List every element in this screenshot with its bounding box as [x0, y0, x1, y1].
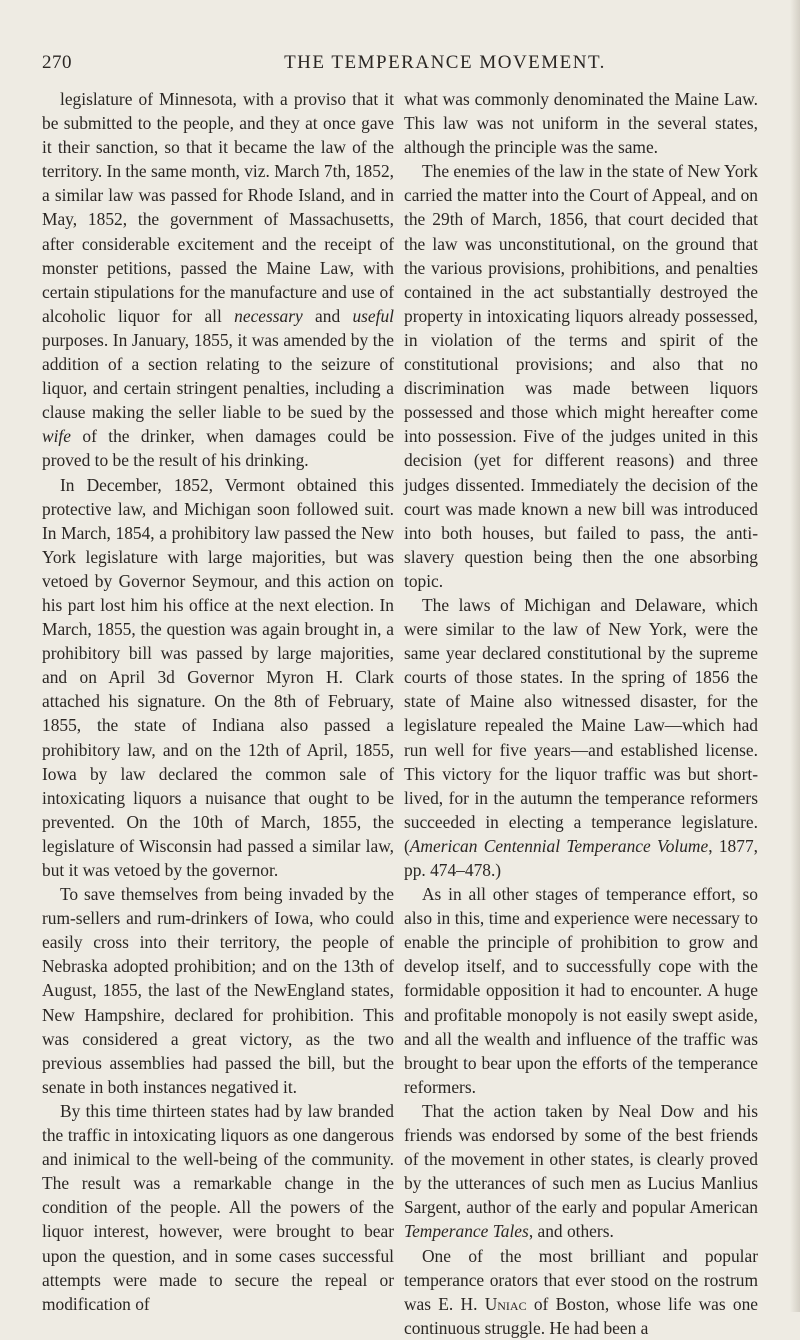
paragraph: what was commonly denominated the Maine Law. This law was not uniform in the several states, although the principle was the same.	[404, 89, 758, 158]
paragraph: One of the most brilliant and popular temperance orators that ever stood on the rostrum was E. H. Uniac of Boston, whose life was one continuous struggle. He had been a	[404, 1245, 758, 1338]
page-header	[42, 52, 758, 82]
paragraph: To save themselves from being invaded by the rum-sellers and rum-drinkers of Iowa, who could easily cross into their territory, the people of Nebraska adopted prohibition; and on the 13th of August, 1855, the last of the NewEngland states, New Hampshire, declared for prohibition. This was considered a great victory, as the two previous assemblies had passed the bill, but the senate in both instances negatived it.	[42, 884, 394, 1097]
right-column	[404, 87, 758, 1340]
paragraph: That the action taken by Neal Dow and his friends was endorsed by some of the best friends of the movement in other states, is clearly proved by the utterances of such men as Lucius Manlius Sargent, author of the early and popular American Temperance Tales, and others.	[404, 1100, 758, 1242]
page-edge-shadow	[790, 0, 800, 1312]
paragraph: The laws of Michigan and Delaware, which were similar to the law of New York, were the same year declared constitutional by the supreme courts of those states. In the spring of 1856 the state of Maine also witnessed disaster, for the legislature repealed the Maine Law—which had run well for five years—and established license. This victory for the liquor traffic was but short-lived, for in the autumn the temperance reformers succeeded in electing a temperance legislature. (American Centennial Temperance Volume, 1877, pp. 474–478.)	[404, 594, 758, 880]
paragraph: As in all other stages of temperance effort, so also in this, time and experience were necessary to enable the principle of prohibition to grow and develop itself, and to successfully cope with the formidable opposition it had to encounter. A huge and profitable monopoly is not easily swept aside, and all the wealth and influence of the traffic was brought to bear upon the efforts of the temperance reformers.	[404, 884, 758, 1097]
paragraph: In December, 1852, Vermont obtained this protective law, and Michigan soon followed suit. In March, 1854, a prohibitory law passed the New York legislature with large majorities, but was vetoed by Governor Seymour, and this action on his part lost him his office at the next election. In March, 1855, the question was again brought in, a prohibitory bill was passed by large majorities, and on April 3d Governor Myron H. Clark attached his signature. On the 8th of February, 1855, the state of Indiana also passed a prohibitory law, and on the 12th of April, 1855, Iowa by law declared the common sale of intoxicating liquors a nuisance that ought to be prevented. On the 10th of March, 1855, the legislature of Wisconsin had passed a similar law, but it was vetoed by the governor.	[42, 474, 394, 880]
left-column	[42, 87, 394, 1316]
paragraph: The enemies of the law in the state of New York carried the matter into the Court of Appeal, and on the 29th of March, 1856, that court decided that the law was unconstitutional, on the ground that the various provisions, prohibitions, and penalties contained in the act substantially destroyed the property in intoxicating liquors already possessed, in violation of the terms and spirit of the constitutional provisions; and also that no discrimination was made between liquors possessed and those which might hereafter come into possession. Five of the judges united in this decision (yet for different reasons) and three judges dissented. Immediately the decision of the court was made known a new bill was introduced into both houses, but failed to pass, the anti-slavery question being then the one absorbing topic.	[404, 161, 758, 591]
page-number: 270	[42, 52, 72, 73]
paragraph: By this time thirteen states had by law branded the traffic in intoxicating liquors as one dangerous and inimical to the well-being of the community. The result was a remarkable change in the condition of the people. All the powers of the liquor interest, however, were brought to bear upon the question, and in some cases successful attempts were made to secure the repeal or modification of	[42, 1100, 394, 1314]
running-head: THE TEMPERANCE MOVEMENT.	[284, 52, 606, 73]
paragraph: legislature of Minnesota, with a proviso that it be submitted to the people, and they at once gave it their sanction, so that it became the law of the territory. In the same month, viz. March 7th, 1852, a similar law was passed for Rhode Island, and in May, 1852, the government of Massachusetts, after considerable excitement and the receipt of monster petitions, passed the Maine Law, with certain stipulations for the manufacture and use of alcoholic liquor for all necessary and useful purposes. In January, 1855, it was amended by the addition of a section relating to the seizure of liquor, and certain stringent penalties, including a clause making the seller liable to be sued by the wife of the drinker, when damages could be proved to be the result of his drinking.	[42, 89, 394, 471]
